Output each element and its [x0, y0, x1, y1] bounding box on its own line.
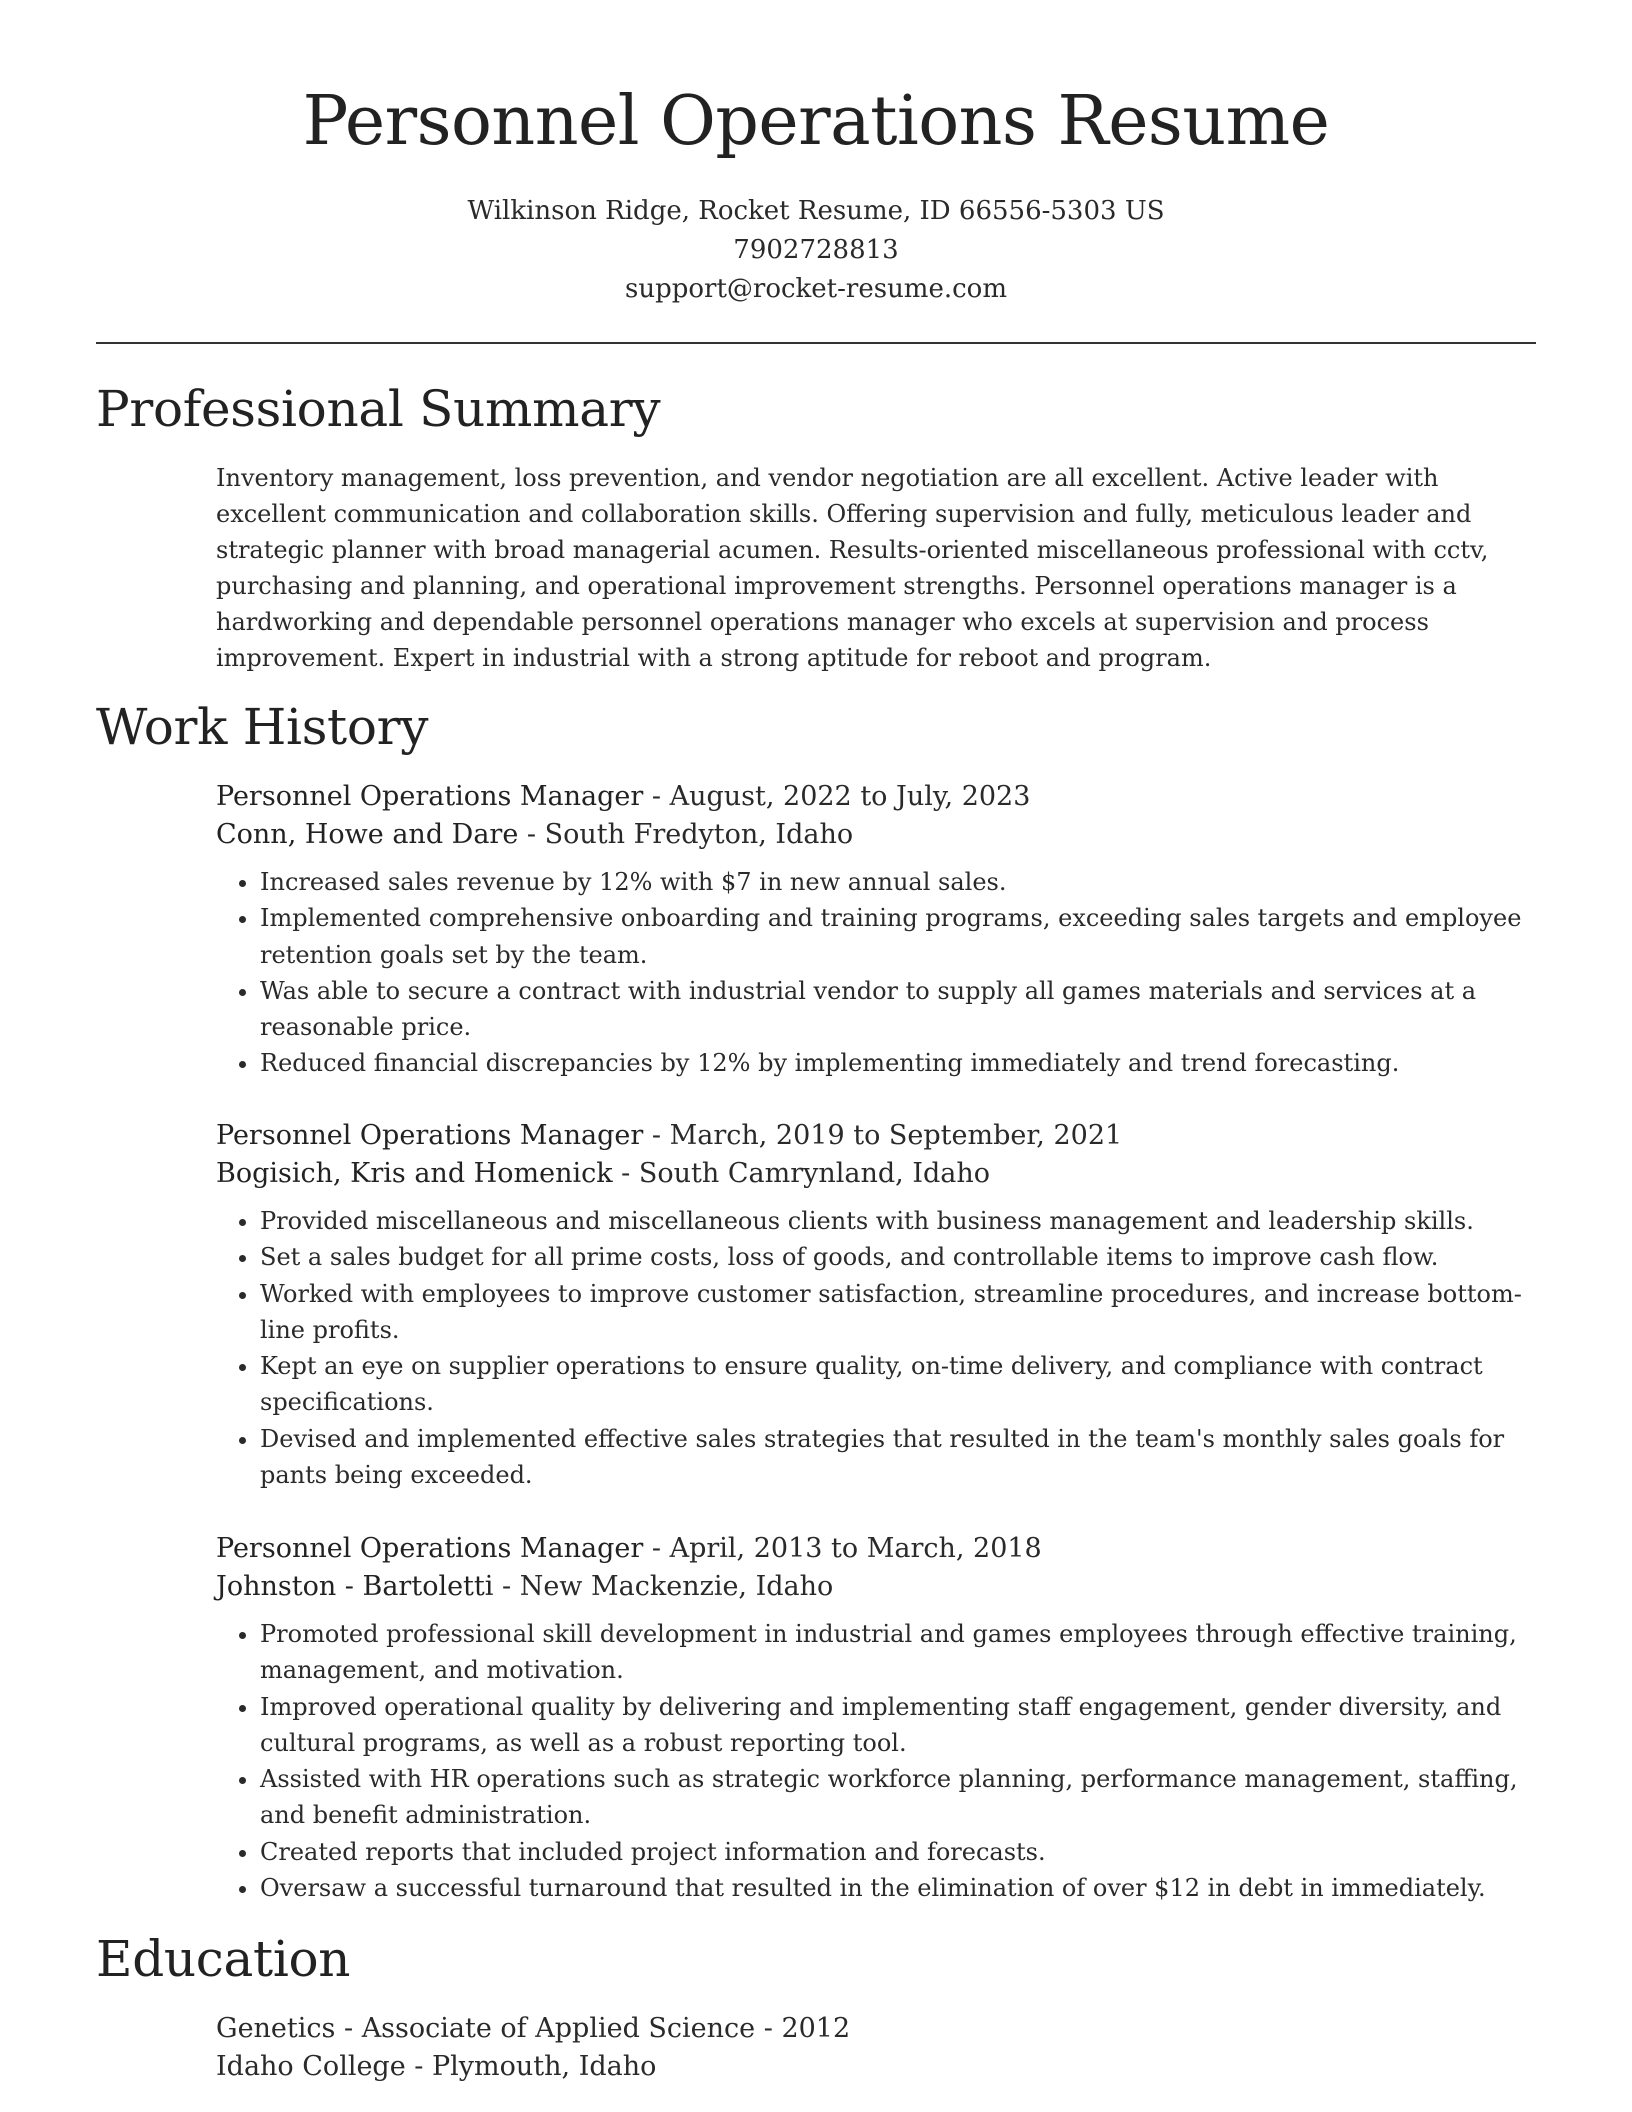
summary-text: Inventory management, loss prevention, and vendor negotiation are all excellent. Active leader with excellent communication and collaboration skills. Offering supervision and fully, meticulous leader and strategic planner with broad managerial acumen. Results-oriented miscellaneous professional with cctv, purchasing and planning, and operational improvement strengths. Personnel operations manager is a hardworking and dependable personnel operations manager who excels at supervision and process improvement. Expert in industrial with a strong aptitude for reboot and program.: [216, 464, 1489, 672]
job-entry: [216, 1530, 1540, 1906]
job-company: Johnston - Bartoletti: [216, 1571, 494, 1602]
job-location: South Fredyton, Idaho: [544, 819, 854, 850]
education-year: 2012: [781, 2013, 851, 2044]
job-bullets: [216, 1616, 1540, 1906]
education-heading: Education: [96, 1930, 351, 1988]
address: Wilkinson Ridge, Rocket Resume, ID 66556-5303 US: [467, 196, 1165, 226]
job-location: South Camrynland, Idaho: [638, 1158, 991, 1189]
separator: -: [643, 781, 670, 812]
separator: -: [643, 1533, 670, 1564]
job-bullet: • Oversaw a successful turnaround that resulted in the elimination of over $12 in debt in immediately.: [260, 1870, 1540, 1906]
education-degree-line: [216, 2010, 1540, 2048]
job-bullet: • Reduced financial discrepancies by 12% by implementing immediately and trend forecasting.: [260, 1045, 1540, 1081]
education-field: Genetics: [216, 2013, 336, 2044]
job-entry: [216, 778, 1540, 1082]
job-bullet: • Implemented comprehensive onboarding and training programs, exceeding sales targets and employee retention goals set by the team.: [260, 900, 1540, 973]
job-bullet: • Devised and implemented effective sales strategies that resulted in the team's monthly sales goals for pants being exceeded.: [260, 1421, 1540, 1494]
summary-heading: Professional Summary: [96, 380, 661, 438]
job-title: Personnel Operations Manager: [216, 1533, 644, 1564]
job-bullets: [216, 1203, 1540, 1493]
job-title-line: [216, 1117, 1540, 1155]
separator: -: [755, 2013, 782, 2044]
separator: -: [335, 2013, 362, 2044]
resume-title: Personnel Operations Resume: [302, 82, 1330, 161]
job-bullet: • Created reports that included project information and forecasts.: [260, 1834, 1540, 1870]
job-bullet: • Set a sales budget for all prime costs, loss of goods, and controllable items to improve cash flow.: [260, 1239, 1540, 1275]
separator: -: [405, 2051, 432, 2082]
education-school-line: [216, 2048, 1540, 2086]
job-bullet: • Promoted professional skill development in industrial and games employees through effective training, management, and motivation.: [260, 1616, 1540, 1689]
job-company: Conn, Howe and Dare: [216, 819, 519, 850]
education-location: Plymouth, Idaho: [432, 2051, 657, 2082]
job-bullet: • Was able to secure a contract with industrial vendor to supply all games materials and services at a reasonable price.: [260, 973, 1540, 1046]
job-title-line: [216, 778, 1540, 816]
job-dates: August, 2022 to July, 2023: [669, 781, 1031, 812]
job-company-line: [216, 1568, 1540, 1606]
job-title-line: [216, 1530, 1540, 1568]
education-entry: [216, 2010, 1540, 2086]
separator: -: [643, 1120, 670, 1151]
separator: -: [612, 1158, 639, 1189]
job-entry: [216, 1117, 1540, 1493]
job-company: Bogisich, Kris and Homenick: [216, 1158, 613, 1189]
phone: 7902728813: [733, 235, 899, 265]
header-divider: [96, 342, 1536, 344]
separator: -: [493, 1571, 520, 1602]
job-location: New Mackenzie, Idaho: [519, 1571, 834, 1602]
job-title: Personnel Operations Manager: [216, 781, 644, 812]
job-title: Personnel Operations Manager: [216, 1120, 644, 1151]
job-company-line: [216, 1155, 1540, 1193]
work-history-heading: Work History: [96, 698, 429, 756]
job-dates: March, 2019 to September, 2021: [669, 1120, 1123, 1151]
job-bullet: • Worked with employees to improve customer satisfaction, streamline procedures, and increase bottom-line profits.: [260, 1276, 1540, 1349]
job-company-line: [216, 816, 1540, 854]
separator: -: [518, 819, 545, 850]
education-school: Idaho College: [216, 2051, 406, 2082]
job-bullets: [216, 864, 1540, 1082]
email: support@rocket-resume.com: [624, 274, 1007, 304]
job-dates: April, 2013 to March, 2018: [669, 1533, 1042, 1564]
job-bullet: • Kept an eye on supplier operations to ensure quality, on-time delivery, and compliance with contract specifications.: [260, 1348, 1540, 1421]
job-bullet: • Assisted with HR operations such as strategic workforce planning, performance management, staffing, and benefit administration.: [260, 1761, 1540, 1834]
contact-block: [0, 192, 1632, 309]
job-bullet: • Increased sales revenue by 12% with $7 in new annual sales.: [260, 864, 1540, 900]
job-bullet: • Improved operational quality by delivering and implementing staff engagement, gender diversity, and cultural programs, as well as a robust reporting tool.: [260, 1689, 1540, 1762]
job-bullet: • Provided miscellaneous and miscellaneous clients with business management and leadership skills.: [260, 1203, 1540, 1239]
education-degree: Associate of Applied Science: [361, 2013, 756, 2044]
